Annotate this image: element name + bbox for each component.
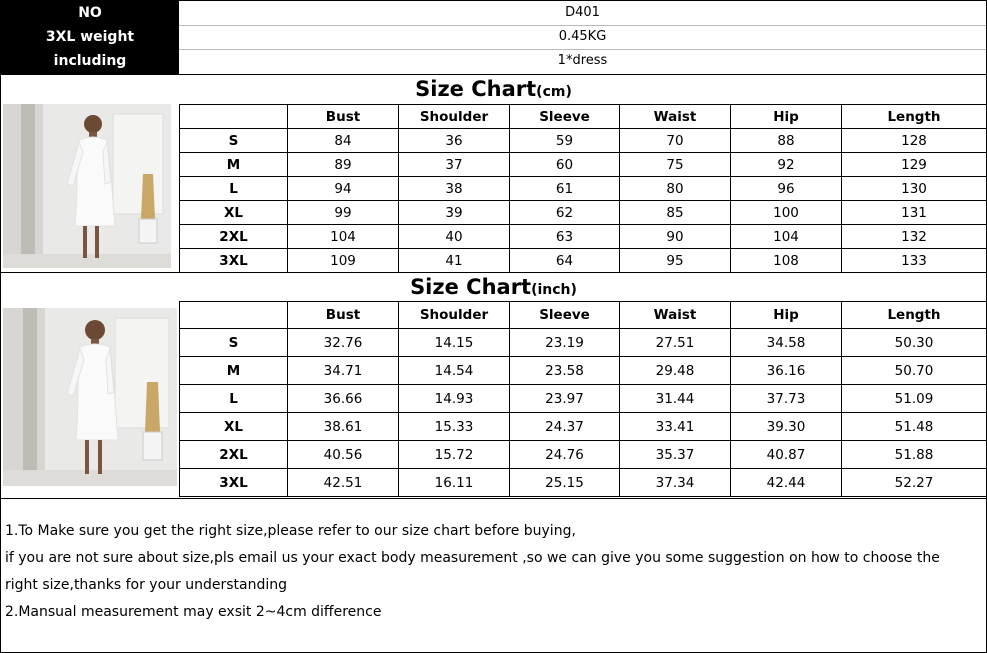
value-cell: 15.33 [399,413,510,441]
size-cell: M [180,153,288,177]
value-cell: 61 [510,177,620,201]
value-cell: 92 [731,153,842,177]
value-cell: 63 [510,225,620,249]
value-cell: 39 [399,201,510,225]
value-cell: 59 [510,129,620,153]
chart-title-text: Size Chart [415,77,537,101]
value-cell: 62 [510,201,620,225]
value-cell: 104 [731,225,842,249]
size-cell: 3XL [180,469,288,497]
header-cell: Waist [620,302,731,329]
table-row [180,441,987,469]
value-cell: 14.93 [399,385,510,413]
value-cell: 89 [288,153,399,177]
size-cell: XL [180,201,288,225]
value-cell: 33.41 [620,413,731,441]
size-cell: XL [180,413,288,441]
value-cell: 131 [842,201,987,225]
value-cell: 24.37 [510,413,620,441]
value-cell: 88 [731,129,842,153]
value-cell: 128 [842,129,987,153]
chart-title-text: Size Chart [410,275,532,299]
header-cell: Sleeve [510,302,620,329]
value-cell: 23.97 [510,385,620,413]
table-row [180,249,987,273]
header-cell: Sleeve [510,105,620,129]
value-cell: 70 [620,129,731,153]
value-cell: 27.51 [620,329,731,357]
table-row [180,469,987,497]
value-cell: 80 [620,177,731,201]
value-cell: 51.09 [842,385,987,413]
table-header-row [180,105,987,129]
value-cell: 108 [731,249,842,273]
chart-title-inch [1,272,986,304]
info-label-including: including [53,53,127,69]
value-cell: 51.48 [842,413,987,441]
value-cell: 95 [620,249,731,273]
dress-photo-illustration [3,104,171,268]
header-cell [180,302,288,329]
value-cell: 109 [288,249,399,273]
value-cell: 104 [288,225,399,249]
size-cell: L [180,177,288,201]
value-cell: 39.30 [731,413,842,441]
size-cell: S [180,129,288,153]
value-cell: 40 [399,225,510,249]
value-cell: 100 [731,201,842,225]
table-row [180,357,987,385]
table-row [180,225,987,249]
value-cell: 129 [842,153,987,177]
header-cell: Hip [731,302,842,329]
size-cell: M [180,357,288,385]
header-cell: Length [842,105,987,129]
header-cell: Shoulder [399,302,510,329]
header-cell: Shoulder [399,105,510,129]
value-cell: 40.87 [731,441,842,469]
info-values [179,1,986,74]
table-row [180,413,987,441]
value-cell: 23.19 [510,329,620,357]
table-row [180,201,987,225]
header-cell: Waist [620,105,731,129]
value-cell: 35.37 [620,441,731,469]
value-cell: 41 [399,249,510,273]
product-info [1,1,986,74]
value-cell: 37.73 [731,385,842,413]
header-cell: Bust [288,105,399,129]
value-cell: 16.11 [399,469,510,497]
value-cell: 84 [288,129,399,153]
value-cell: 52.27 [842,469,987,497]
value-cell: 37.34 [620,469,731,497]
note-line: if you are not sure about size,pls email us your exact body measurement ,so we can give you some suggestion on how to choose the [5,550,940,566]
table-row [180,329,987,357]
value-cell: 34.71 [288,357,399,385]
table-row [180,153,987,177]
note-line: 2.Mansual measurement may exsit 2~4cm difference [5,604,382,620]
value-cell: 38 [399,177,510,201]
value-cell: 75 [620,153,731,177]
dress-photo-illustration [3,308,177,486]
value-cell: 36 [399,129,510,153]
size-cell: 3XL [180,249,288,273]
size-cell: 2XL [180,225,288,249]
value-cell: 130 [842,177,987,201]
header-cell: Bust [288,302,399,329]
value-cell: 133 [842,249,987,273]
value-cell: 51.88 [842,441,987,469]
note-line: 1.To Make sure you get the right size,please refer to our size chart before buying, [5,523,576,539]
chart-unit: (cm) [536,84,572,100]
notes-section [1,498,986,653]
info-label-weight: 3XL weight [45,29,135,45]
header-cell: Length [842,302,987,329]
size-cell: 2XL [180,441,288,469]
size-cell: L [180,385,288,413]
size-table-cm [179,104,987,273]
table-row [180,177,987,201]
table-row [180,385,987,413]
value-cell: 50.70 [842,357,987,385]
value-cell: 36.16 [731,357,842,385]
value-cell: 85 [620,201,731,225]
value-cell: 64 [510,249,620,273]
value-cell: 25.15 [510,469,620,497]
table-header-row [180,302,987,329]
header-cell: Hip [731,105,842,129]
value-cell: 31.44 [620,385,731,413]
value-cell: 14.54 [399,357,510,385]
value-cell: 38.61 [288,413,399,441]
value-cell: 132 [842,225,987,249]
product-photo [3,308,177,486]
info-value-no: D401 [179,1,986,26]
value-cell: 37 [399,153,510,177]
value-cell: 42.51 [288,469,399,497]
value-cell: 32.76 [288,329,399,357]
table-row [180,129,987,153]
info-label-no: NO [78,5,102,21]
info-value-weight: 0.45KG [179,25,986,50]
value-cell: 23.58 [510,357,620,385]
value-cell: 29.48 [620,357,731,385]
value-cell: 36.66 [288,385,399,413]
info-value-including: 1*dress [557,53,608,68]
value-cell: 40.56 [288,441,399,469]
chart-title-cm [1,74,986,106]
size-table-inch [179,301,987,497]
value-cell: 50.30 [842,329,987,357]
value-cell: 15.72 [399,441,510,469]
header-cell [180,105,288,129]
value-cell: 14.15 [399,329,510,357]
value-cell: 99 [288,201,399,225]
note-line: right size,thanks for your understanding [5,577,288,593]
value-cell: 94 [288,177,399,201]
value-cell: 90 [620,225,731,249]
value-cell: 34.58 [731,329,842,357]
info-labels [1,1,179,74]
value-cell: 96 [731,177,842,201]
size-cell: S [180,329,288,357]
product-photo [3,104,171,268]
value-cell: 24.76 [510,441,620,469]
value-cell: 60 [510,153,620,177]
chart-unit: (inch) [531,282,577,298]
value-cell: 42.44 [731,469,842,497]
